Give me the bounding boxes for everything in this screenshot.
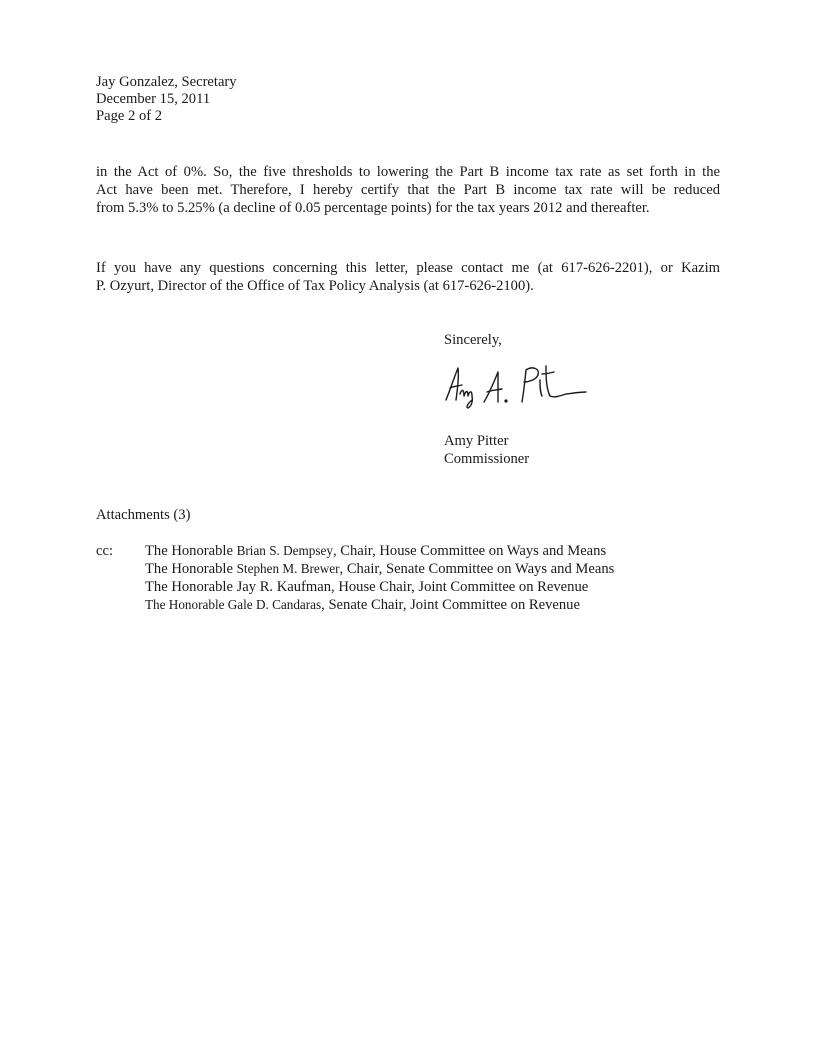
paragraph-line: If you have any questions concerning this letter, please contact me (at 617-626-2201), or Kazim (96, 260, 720, 276)
cc-name: Jay R. Kaufman (236, 579, 332, 595)
recipient-line: Jay Gonzalez, Secretary (96, 74, 237, 90)
body-paragraph-2 (96, 259, 720, 295)
page-number: Page 2 of 2 (96, 108, 163, 124)
cc-prefix: The Honorable (145, 543, 237, 559)
cc-recipient (145, 542, 614, 560)
cc-recipient (145, 596, 614, 614)
cc-recipient (145, 578, 614, 596)
cc-role: , Senate Chair, Joint Committee on Revenue (321, 597, 580, 613)
paragraph-line: Act have been met. Therefore, I hereby certify that the Part B income tax rate will be reduced (96, 182, 720, 198)
cc-label: cc: (96, 543, 114, 559)
cc-prefix: The Honorable (145, 561, 237, 577)
body-paragraph-1 (96, 163, 720, 217)
cc-name: Gale D. Candaras (227, 597, 322, 612)
letter-header (96, 74, 237, 125)
cc-list (145, 542, 614, 614)
cc-prefix: The Honorable (145, 597, 228, 612)
cc-recipient (145, 560, 614, 578)
paragraph-line: P. Ozyurt, Director of the Office of Tax Policy Analysis (at 617-626-2100). (96, 278, 534, 294)
cc-role: , Chair, House Committee on Ways and Means (332, 543, 607, 559)
signer-name: Amy Pitter (444, 433, 509, 449)
cc-name: Brian S. Dempsey (236, 543, 333, 558)
date-line: December 15, 2011 (96, 91, 211, 107)
paragraph-line: in the Act of 0%. So, the five thresholds to lowering the Part B income tax rate as set forth in the (96, 164, 720, 180)
attachments-line: Attachments (3) (96, 507, 191, 523)
paragraph-line: from 5.3% to 5.25% (a decline of 0.05 percentage points) for the tax years 2012 and thereafter. (96, 200, 650, 216)
cc-role: , Chair, Senate Committee on Ways and Means (339, 561, 615, 577)
cc-prefix: The Honorable (145, 579, 237, 595)
cc-role: , House Chair, Joint Committee on Revenue (331, 579, 589, 595)
cc-name: Stephen M. Brewer (236, 561, 340, 576)
handwritten-signature (440, 360, 590, 410)
signer-title: Commissioner (444, 451, 530, 467)
closing-salutation: Sincerely, (444, 332, 502, 348)
